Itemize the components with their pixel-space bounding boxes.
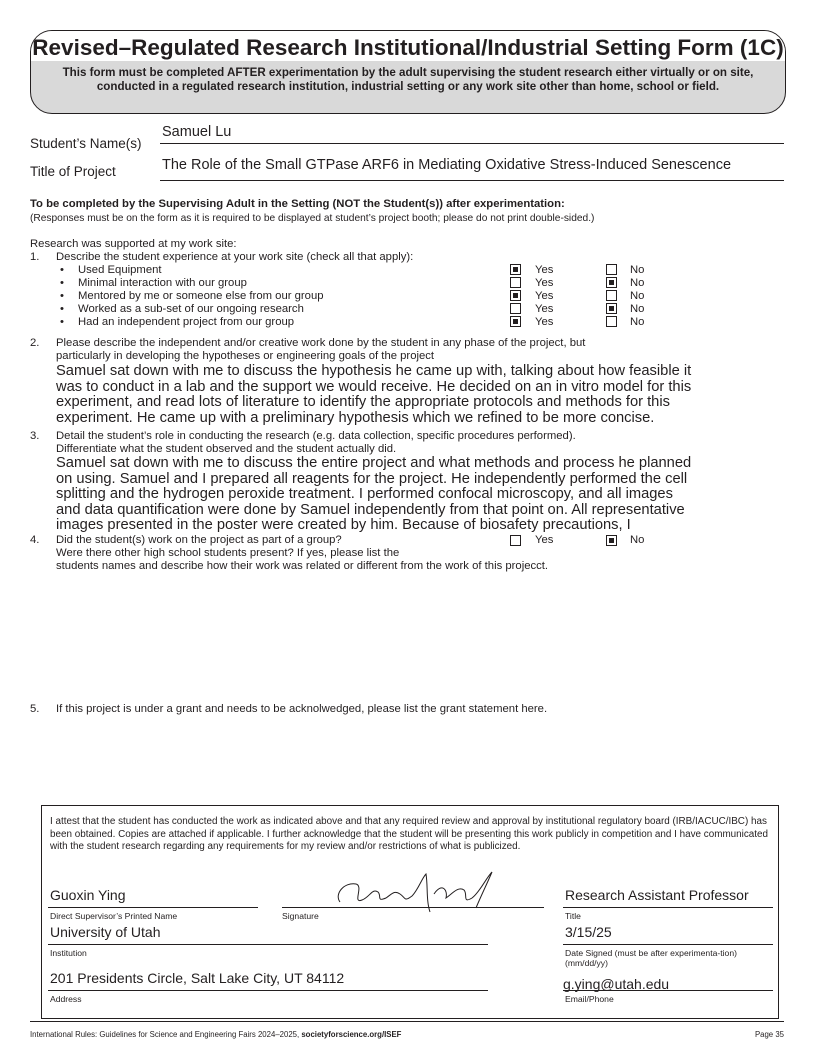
project-title-label: Title of Project [30, 164, 116, 179]
answer-line: was to conduct in a lab and the support we would receive. He decided on an in vitro model for this [56, 378, 692, 395]
q1-item-yes-checkbox[interactable] [510, 277, 521, 288]
q1-item-label: Minimal interaction with our group [78, 277, 247, 289]
supervisor-name-line [48, 907, 258, 908]
q1-text: Describe the student experience at your work site (check all that apply): [56, 251, 414, 263]
q1-item-label: Had an independent project from our group [78, 316, 295, 328]
title-label: Title [565, 911, 581, 921]
q1-item-yes-checkbox[interactable] [510, 303, 521, 314]
page-number: Page 35 [754, 1030, 784, 1039]
attestation-box [41, 805, 779, 1019]
answer-line: and data quantification were done by Samuel independently from that point on. All representative [56, 501, 685, 518]
answer-line: Samuel sat down with me to discuss the hypothesis he came up with, talking about how feasible it [56, 363, 692, 379]
q5-number: 5. [30, 703, 40, 715]
title-line [563, 907, 773, 908]
signature-label: Signature [282, 911, 319, 921]
answer-line: images presented in the poster were created by him. Because of biosafety precautions, I [56, 517, 631, 532]
yes-label: Yes [535, 316, 554, 328]
q1-bullet: • [60, 264, 64, 276]
institution-line [48, 944, 488, 945]
project-title-line [160, 180, 784, 181]
no-label: No [630, 316, 645, 328]
q3-answer[interactable] [56, 456, 796, 532]
signature-stroke [434, 872, 492, 908]
no-label: No [630, 303, 645, 315]
q4-number: 4. [30, 534, 40, 546]
q4-no-label: No [630, 534, 645, 546]
instructions-note: (Responses must be on the form as it is required to be displayed at student’s project booth; please do not print double-sided.) [30, 213, 595, 224]
answer-line: splitting and the hydrogen peroxide treatment. I performed confocal microscopy, and all images [56, 486, 673, 502]
q1-bullet: • [60, 290, 64, 302]
q2-line1: Please describe the independent and/or creative work done by the student in any phase of the project, but [56, 337, 586, 349]
institution-value[interactable]: University of Utah [50, 924, 161, 940]
q4-no-checkbox[interactable] [606, 535, 617, 546]
no-label: No [630, 290, 645, 302]
form-title: Revised–Regulated Research Institutional/Industrial Setting Form (1C) [32, 35, 784, 60]
q4-yes-label: Yes [535, 534, 554, 546]
q2-line2: particularly in developing the hypotheses or engineering goals of the project [56, 350, 435, 362]
q4-line3: students names and describe how their work was related or different from the work of this projecct. [56, 560, 549, 572]
no-label: No [630, 277, 645, 289]
q1-item-no-checkbox[interactable] [606, 264, 617, 275]
title-value[interactable]: Research Assistant Professor [565, 887, 749, 903]
answer-line: experiment, and read lots of literature to identify the appropriate protocols and methods for this [56, 394, 670, 410]
q1-bullet: • [60, 303, 64, 315]
q1-item-label: Worked as a sub-set of our ongoing research [78, 303, 304, 315]
address-value[interactable]: 201 Presidents Circle, Salt Lake City, UT 84112 [50, 970, 345, 986]
email-value[interactable]: g.ying@utah.edu [563, 976, 670, 992]
q1-item-label: Mentored by me or someone else from our group [78, 290, 324, 302]
date-line [563, 944, 773, 945]
signature-line [282, 907, 544, 908]
address-label: Address [50, 994, 82, 1004]
q1-item-label: Used Equipment [78, 264, 162, 276]
email-label: Email/Phone [565, 994, 614, 1004]
yes-label: Yes [535, 264, 554, 276]
q1-number: 1. [30, 251, 40, 263]
q1-item-no-checkbox[interactable] [606, 316, 617, 327]
q1-item-yes-checkbox[interactable] [510, 264, 521, 275]
institution-label: Institution [50, 948, 87, 958]
q3-number: 3. [30, 430, 40, 442]
q1-item-no-checkbox[interactable] [606, 277, 617, 288]
q1-bullet: • [60, 316, 64, 328]
answer-line: Samuel sat down with me to discuss the entire project and what methods and process he planned [56, 456, 692, 471]
date-label: Date Signed (must be after experimenta-tion) (mm/dd/yy) [565, 948, 737, 968]
answer-line: on using. Samuel and I prepared all reagents for the project. He independently performed the cell [56, 470, 688, 487]
q4-yes-checkbox[interactable] [510, 535, 521, 546]
footer-text [30, 1030, 401, 1039]
footer-link[interactable]: societyforscience.org/ISEF [301, 1030, 402, 1039]
q4-line1: Did the student(s) work on the project as part of a group? [56, 534, 342, 546]
yes-label: Yes [535, 290, 554, 302]
student-name-label: Student’s Name(s) [30, 136, 142, 151]
student-name-value[interactable]: Samuel Lu [162, 124, 232, 140]
q4-line2: Were there other high school students present? If yes, please list the [56, 547, 400, 559]
q2-answer[interactable] [56, 364, 796, 426]
student-name-line [160, 143, 784, 144]
supervisor-name-value[interactable]: Guoxin Ying [50, 887, 126, 903]
address-line [48, 990, 488, 991]
footer-rule [30, 1021, 784, 1022]
yes-label: Yes [535, 303, 554, 315]
q5-text: If this project is under a grant and needs to be acknolwedged, please list the grant statement here. [56, 703, 548, 715]
q4-block [26, 532, 786, 580]
form-header [30, 30, 786, 114]
form-subtitle: This form must be completed AFTER experimentation by the adult supervising the student research either virtually or on site, conducted in a regulated research institution, industrial setting or any work site other than home, school or field. [62, 66, 754, 93]
instructions-heading: To be completed by the Supervising Adult in the Setting (NOT the Student(s)) after experimentation: [30, 198, 565, 210]
support-line: Research was supported at my work site: [30, 238, 237, 250]
q1-bullet: • [60, 277, 64, 289]
q1-item-yes-checkbox[interactable] [510, 290, 521, 301]
q2-number: 2. [30, 337, 40, 349]
supervisor-name-label: Direct Supervisor’s Printed Name [50, 911, 178, 921]
q3-line1: Detail the student’s role in conducting the research (e.g. data collection, specific procedures performed). [56, 430, 576, 442]
q1-item-no-checkbox[interactable] [606, 290, 617, 301]
q3-line2: Differentiate what the student observed and the student actually did. [56, 443, 397, 455]
answer-line: experiment. He came up with a preliminary hypothesis which we refined to be more concise. [56, 409, 655, 426]
project-title-value[interactable]: The Role of the Small GTPase ARF6 in Mediating Oxidative Stress-Induced Senescence [162, 157, 732, 173]
email-line [563, 990, 773, 991]
q1-item-yes-checkbox[interactable] [510, 316, 521, 327]
date-value[interactable]: 3/15/25 [565, 924, 612, 940]
footer-left: International Rules: Guidelines for Science and Engineering Fairs 2024–2025, [30, 1030, 300, 1039]
no-label: No [630, 264, 645, 276]
yes-label: Yes [535, 277, 554, 289]
attestation-text: I attest that the student has conducted the work as indicated above and that any required review and approval by institutional regulatory board (IRB/IACUC/IBC) has been obtained. Copies are attached if applicable. I further acknowledge that the student will be presenting this work publicly in competition and I have communicated with the student research regarding any requirements for my review and/or restrictions of what is publicized. [50, 816, 769, 853]
q1-item-no-checkbox[interactable] [606, 303, 617, 314]
